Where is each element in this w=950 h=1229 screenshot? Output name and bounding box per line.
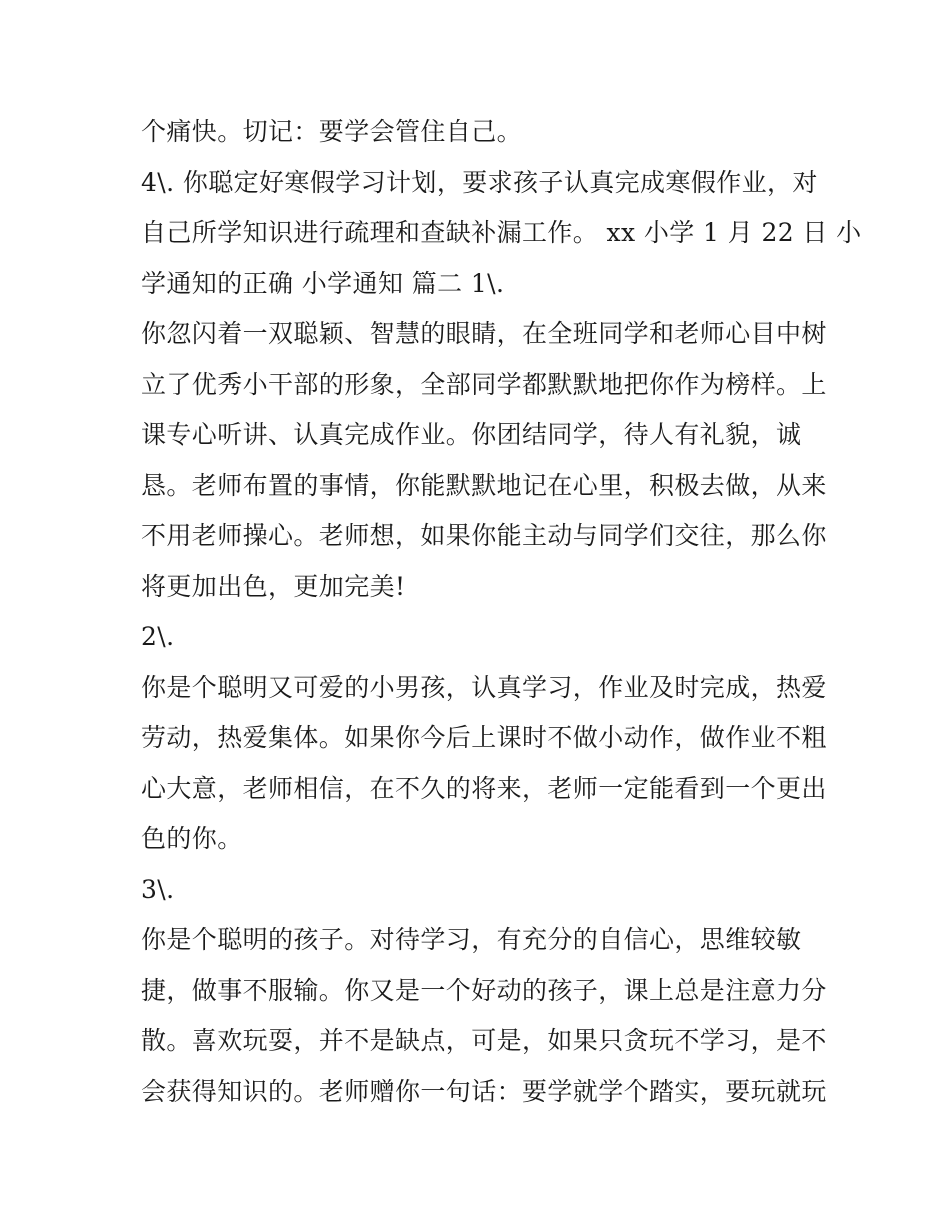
text-line: 自己所学知识进行疏理和查缺补漏工作。 xx 小学 1 月 22 日 小 xyxy=(141,218,862,247)
text-line: 色的你。 xyxy=(141,824,243,853)
document-body xyxy=(141,107,862,1117)
text-line: 2\. xyxy=(141,622,175,651)
text-line: 4\. 你聪定好寒假学习计划，要求孩子认真完成寒假作业，对 xyxy=(141,167,818,197)
text-line: 你忽闪着一双聪颖、智慧的眼睛，在全班同学和老师心目中树 xyxy=(141,319,827,348)
text-line: 立了优秀小干部的形象，全部同学都默默地把你作为榜样。上 xyxy=(141,369,827,399)
text-line: 将更加出色，更加完美! xyxy=(141,571,406,601)
text-line: 劳动，热爱集体。如果你今后上课时不做小动作，做作业不粗 xyxy=(141,723,827,752)
text-line: 个痛快。切记：要学会管住自己。 xyxy=(141,117,523,146)
text-line: 你是个聪明又可爱的小男孩，认真学习，作业及时完成，热爱 xyxy=(141,672,827,702)
text-line: 你是个聪明的孩子。对待学习，有充分的自信心，思维较敏 xyxy=(141,925,802,954)
text-line: 学通知的正确 小学通知 篇二 1\. xyxy=(141,268,505,298)
text-line: 3\. xyxy=(141,874,175,904)
text-line: 散。喜欢玩耍，并不是缺点，可是，如果只贪玩不学习，是不 xyxy=(141,1026,827,1055)
text-line: 心大意，老师相信，在不久的将来，老师一定能看到一个更出 xyxy=(141,773,827,803)
text-line: 课专心听讲、认真完成作业。你团结同学，待人有礼貌，诚 xyxy=(141,420,802,449)
text-line: 会获得知识的。老师赠你一句话：要学就学个踏实，要玩就玩 xyxy=(141,1076,827,1106)
text-line: 恳。老师布置的事情，你能默默地记在心里，积极去做，从来 xyxy=(141,470,827,500)
text-line: 不用老师操心。老师想，如果你能主动与同学们交往，那么你 xyxy=(141,521,827,550)
text-line: 捷，做事不服输。你又是一个好动的孩子，课上总是注意力分 xyxy=(141,975,827,1005)
